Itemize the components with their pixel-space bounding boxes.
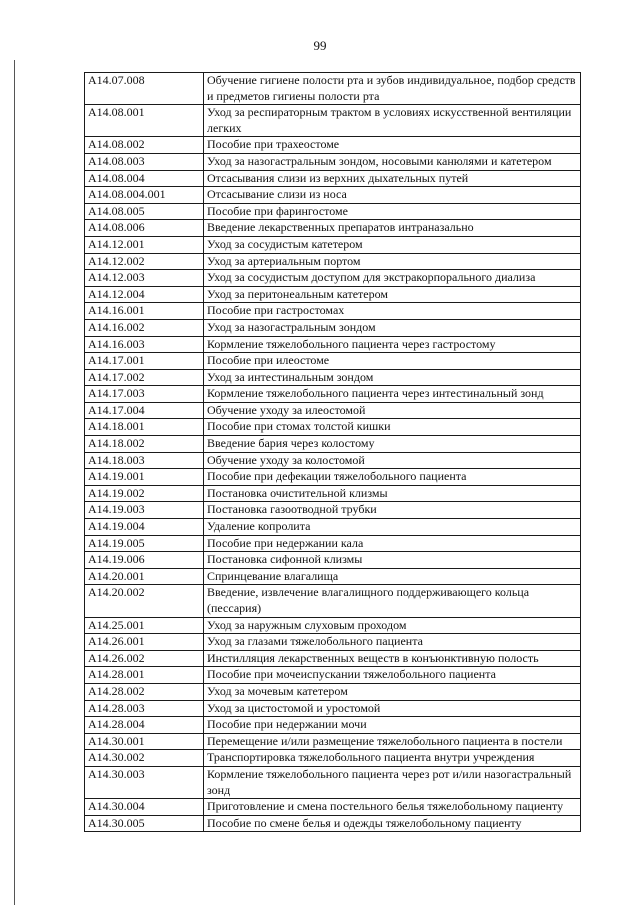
- procedure-code: A14.19.003: [85, 502, 204, 519]
- table-row: [85, 270, 581, 287]
- procedure-name: Уход за сосудистым доступом для экстракорпорального диализа: [204, 270, 581, 287]
- procedure-name: Уход за глазами тяжелобольного пациента: [204, 634, 581, 651]
- procedure-name: Приготовление и смена постельного белья тяжелобольному пациенту: [204, 799, 581, 816]
- procedure-code: A14.18.001: [85, 419, 204, 436]
- table-row: [85, 386, 581, 403]
- procedure-code: A14.12.001: [85, 236, 204, 253]
- procedure-code: A14.08.005: [85, 203, 204, 220]
- procedure-code: A14.18.002: [85, 436, 204, 453]
- table-row: [85, 220, 581, 237]
- procedure-name: Пособие при илеостоме: [204, 353, 581, 370]
- procedure-name: Уход за цистостомой и уростомой: [204, 700, 581, 717]
- procedure-code: A14.18.003: [85, 452, 204, 469]
- table-row: [85, 303, 581, 320]
- procedure-code: A14.16.003: [85, 336, 204, 353]
- procedure-code: A14.17.004: [85, 402, 204, 419]
- procedure-name: Транспортировка тяжелобольного пациента внутри учреждения: [204, 750, 581, 767]
- procedure-code: A14.12.003: [85, 270, 204, 287]
- procedure-code: A14.17.002: [85, 369, 204, 386]
- procedure-name: Отсасывания слизи из верхних дыхательных путей: [204, 170, 581, 187]
- table-row: [85, 73, 581, 105]
- procedure-name: Уход за назогастральным зондом: [204, 319, 581, 336]
- table-row: [85, 369, 581, 386]
- table-row: [85, 733, 581, 750]
- procedure-code: A14.08.006: [85, 220, 204, 237]
- procedure-code: A14.26.002: [85, 650, 204, 667]
- procedure-name: Уход за респираторным трактом в условиях искусственной вентиляции легких: [204, 105, 581, 137]
- table-row: [85, 469, 581, 486]
- scan-left-edge: [14, 60, 15, 905]
- page-number: 99: [313, 38, 327, 53]
- procedure-table: [84, 72, 581, 832]
- table-row: [85, 568, 581, 585]
- table-row: [85, 650, 581, 667]
- table-row: [85, 799, 581, 816]
- procedure-code: A14.30.005: [85, 815, 204, 832]
- procedure-name: Введение лекарственных препаратов интраназально: [204, 220, 581, 237]
- procedure-code: A14.28.002: [85, 683, 204, 700]
- table-row: [85, 436, 581, 453]
- procedure-code: A14.19.006: [85, 552, 204, 569]
- table-row: [85, 286, 581, 303]
- procedure-name: Пособие при фарингостоме: [204, 203, 581, 220]
- table-row: [85, 170, 581, 187]
- procedure-code: A14.17.001: [85, 353, 204, 370]
- procedure-code: A14.19.001: [85, 469, 204, 486]
- procedure-name: Спринцевание влагалища: [204, 568, 581, 585]
- procedure-code: A14.08.002: [85, 137, 204, 154]
- procedure-name: Пособие при недержании кала: [204, 535, 581, 552]
- procedure-code: A14.08.003: [85, 153, 204, 170]
- table-row: [85, 519, 581, 536]
- procedure-name: Уход за наружным слуховым проходом: [204, 617, 581, 634]
- procedure-code: A14.08.001: [85, 105, 204, 137]
- procedure-name: Обучение уходу за илеостомой: [204, 402, 581, 419]
- procedure-code: A14.19.004: [85, 519, 204, 536]
- procedure-name: Перемещение и/или размещение тяжелобольного пациента в постели: [204, 733, 581, 750]
- procedure-code: A14.26.001: [85, 634, 204, 651]
- procedure-name: Уход за сосудистым катетером: [204, 236, 581, 253]
- table-row: [85, 253, 581, 270]
- procedure-code: A14.12.004: [85, 286, 204, 303]
- procedure-name: Пособие при дефекации тяжелобольного пациента: [204, 469, 581, 486]
- procedure-code: A14.30.002: [85, 750, 204, 767]
- table-row: [85, 683, 581, 700]
- table-row: [85, 203, 581, 220]
- procedure-name: Пособие при мочеиспускании тяжелобольного пациента: [204, 667, 581, 684]
- table-row: [85, 617, 581, 634]
- table-row: [85, 419, 581, 436]
- procedure-code: A14.28.004: [85, 717, 204, 734]
- table-row: [85, 485, 581, 502]
- table-row: [85, 717, 581, 734]
- procedure-name: Обучение гигиене полости рта и зубов индивидуальное, подбор средств и предметов гигиены полости рта: [204, 73, 581, 105]
- procedure-code: A14.08.004: [85, 170, 204, 187]
- procedure-name: Постановка сифонной клизмы: [204, 552, 581, 569]
- procedure-name: Уход за назогастральным зондом, носовыми канюлями и катетером: [204, 153, 581, 170]
- table-row: [85, 402, 581, 419]
- procedure-name: Кормление тяжелобольного пациента через рот и/или назогастральный зонд: [204, 766, 581, 798]
- table-row: [85, 815, 581, 832]
- procedure-name: Пособие при трахеостоме: [204, 137, 581, 154]
- procedure-code: A14.16.001: [85, 303, 204, 320]
- procedure-name: Уход за артериальным портом: [204, 253, 581, 270]
- procedure-code: A14.30.004: [85, 799, 204, 816]
- table-row: [85, 137, 581, 154]
- procedure-name: Уход за перитонеальным катетером: [204, 286, 581, 303]
- procedure-name: Пособие при гастростомах: [204, 303, 581, 320]
- table-row: [85, 667, 581, 684]
- procedure-code: A14.25.001: [85, 617, 204, 634]
- table-row: [85, 552, 581, 569]
- procedure-name: Уход за интестинальным зондом: [204, 369, 581, 386]
- procedure-code: A14.30.003: [85, 766, 204, 798]
- table-row: [85, 452, 581, 469]
- table-row: [85, 750, 581, 767]
- procedure-name: Введение бария через колостому: [204, 436, 581, 453]
- table-row: [85, 236, 581, 253]
- procedure-code: A14.28.001: [85, 667, 204, 684]
- procedure-code: A14.30.001: [85, 733, 204, 750]
- procedure-name: Кормление тяжелобольного пациента через интестинальный зонд: [204, 386, 581, 403]
- table-row: [85, 502, 581, 519]
- procedure-code: A14.20.001: [85, 568, 204, 585]
- procedure-name: Пособие при стомах толстой кишки: [204, 419, 581, 436]
- procedure-name: Инстилляция лекарственных веществ в конъюнктивную полость: [204, 650, 581, 667]
- table-row: [85, 353, 581, 370]
- table-row: [85, 336, 581, 353]
- procedure-code: A14.19.005: [85, 535, 204, 552]
- table-row: [85, 634, 581, 651]
- procedure-name: Кормление тяжелобольного пациента через гастростому: [204, 336, 581, 353]
- procedure-name: Обучение уходу за колостомой: [204, 452, 581, 469]
- procedure-code: A14.28.003: [85, 700, 204, 717]
- procedure-name: Уход за мочевым катетером: [204, 683, 581, 700]
- table-row: [85, 535, 581, 552]
- procedure-name: Пособие при недержании мочи: [204, 717, 581, 734]
- procedure-code: A14.17.003: [85, 386, 204, 403]
- table-row: [85, 585, 581, 617]
- procedure-name: Пособие по смене белья и одежды тяжелобольному пациенту: [204, 815, 581, 832]
- table-row: [85, 700, 581, 717]
- procedure-code: A14.08.004.001: [85, 187, 204, 204]
- procedure-name: Отсасывание слизи из носа: [204, 187, 581, 204]
- procedure-code: A14.16.002: [85, 319, 204, 336]
- table-row: [85, 766, 581, 798]
- table-row: [85, 187, 581, 204]
- procedure-code: A14.12.002: [85, 253, 204, 270]
- procedure-name: Постановка очистительной клизмы: [204, 485, 581, 502]
- procedure-code: A14.20.002: [85, 585, 204, 617]
- procedure-code: A14.07.008: [85, 73, 204, 105]
- procedure-code: A14.19.002: [85, 485, 204, 502]
- procedure-name: Удаление копролита: [204, 519, 581, 536]
- procedure-name: Введение, извлечение влагалищного поддерживающего кольца (пессария): [204, 585, 581, 617]
- procedure-name: Постановка газоотводной трубки: [204, 502, 581, 519]
- table-row: [85, 319, 581, 336]
- table-row: [85, 105, 581, 137]
- table-row: [85, 153, 581, 170]
